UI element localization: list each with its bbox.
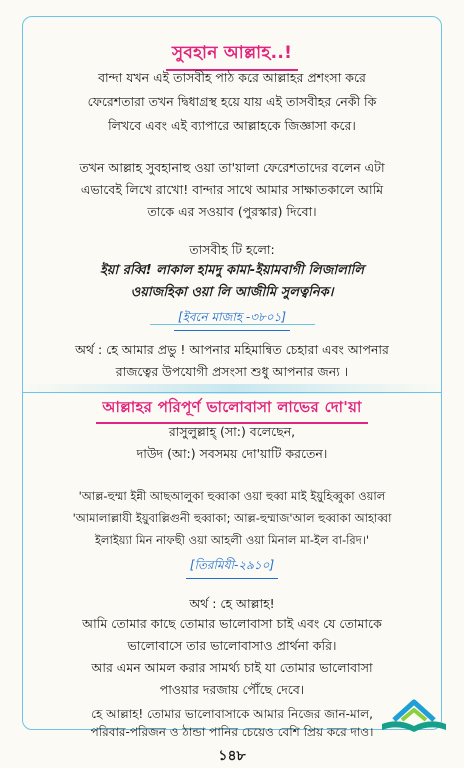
section-divider-glow: [22, 384, 442, 394]
section2-meaning-head: অর্থ : হে আল্লাহ!: [189, 596, 275, 611]
section2-meaning-line-3: আর এমন আমল করার সামর্থ্য চাই যা তোমার ভালোবাসা: [91, 660, 373, 675]
page-number: ১৪৮: [218, 748, 246, 764]
section2-closing-line-2: পরিবার-পরিজন ও ঠান্ডা পানির চেয়েও বেশি প্রিয় করে দাও।: [90, 725, 374, 739]
section1-line-1: বান্দা যখন এই তাসবীহ পাঠ করে আল্লাহর প্রশংসা করে: [98, 70, 366, 85]
section1-source: [ইবনে মাজাহ -৩৮০১]: [174, 309, 290, 331]
section1-line-3: লিখবে এবং এই ব্যাপারে আল্লাহকে জিজ্ঞাসা করে।: [108, 118, 356, 133]
section1-meaning-line-2: রাজত্বের উপযোগী প্রসংসা শুধু আপনার জন্য ।: [115, 364, 349, 379]
section2-meaning-line-2: ভালোবাসে তার ভালোবাসাও প্রার্থনা করি।: [127, 638, 337, 653]
section2-dua-line-1: 'আল্ল-হুম্মা ইন্নী আছআলুকা হুব্বাকা ওয়া হুব্বা মাই ইয়ুহিব্বুকা ওয়াল: [78, 489, 386, 503]
section1-source-wrap: [26, 306, 438, 331]
section2-dua-line-2: 'আমালাল্লাযী ইয়ুবাল্লিগুনী হুব্বাকা; আল্ল-হুম্মাজ'আল হুব্বাকা আহাব্বা: [72, 511, 392, 525]
section2-closing-line-1: হে আল্লাহ! তোমার ভালোবাসাকে আমার নিজের জান-মাল,: [91, 707, 373, 721]
section2-title: আল্লাহর পরিপূর্ণ ভালোবাসা লাভের দো'য়া: [96, 396, 367, 424]
tasbih-dua-line-1: ইয়া রব্বি! লাকাল হামদু কামা-ইয়ামবাগী লিজালালি: [100, 263, 364, 278]
section2-source-wrap: [26, 554, 438, 579]
section1-line-2: ফেরেশতারা তখন দ্বিধাগ্রস্থ হয়ে যায় এই তাসবীহর নেকী কি: [87, 94, 377, 109]
section2-intro-line-1: রাসুলুল্লাহ্ (সা:) বলেছেন,: [168, 424, 296, 439]
section1-title: সুবহান আল্লাহ..!: [166, 40, 298, 71]
section2-meaning-line-1: আমি তোমার কাছে তোমার ভালোবাসা চাই এবং যে তোমাকে: [82, 616, 382, 631]
section1-title-wrap: [26, 40, 438, 71]
tasbih-heading: তাসবীহ টি হলো:: [189, 242, 275, 257]
section1-meaning-line-1: অর্থ : হে আমার প্রভু ! আপনার মহিমান্বিত চেহারা এবং আপনার: [75, 342, 389, 357]
section2-title-wrap: [26, 396, 438, 424]
section1-para2-line-2: এভাবেই লিখে রাখো! বান্দার সাথে আমার সাক্ষাতকালে আমি: [80, 182, 384, 197]
section2-source: [তিরমিযী-২৯১০]: [186, 557, 278, 579]
source-divider: [150, 324, 315, 325]
section1-para2-line-1: তখন আল্লাহ সুবহানাহু ওয়া তা'য়ালা ফেরেশতাদের বলেন এটা: [79, 160, 385, 175]
section1-para2-line-3: তাকে এর সওয়াব (পুরস্কার) দিবো।: [147, 204, 317, 219]
section2-dua-line-3: ইলাইয়্যা মিন নাফছী ওয়া আহলী ওয়া মিনাল মা-ইল বা-রিদ।': [94, 533, 370, 547]
tasbih-dua-line-2: ওয়াজহিকা ওয়া লি আজীমি সুলত্বনিক।: [130, 285, 334, 300]
section2-meaning-line-4: পাওয়ার দরজায় পৌঁছে দেবে।: [159, 682, 305, 697]
section2-intro-line-2: দাউদ (আ:) সবসময় দো'য়াটি করতেন।: [136, 446, 328, 461]
